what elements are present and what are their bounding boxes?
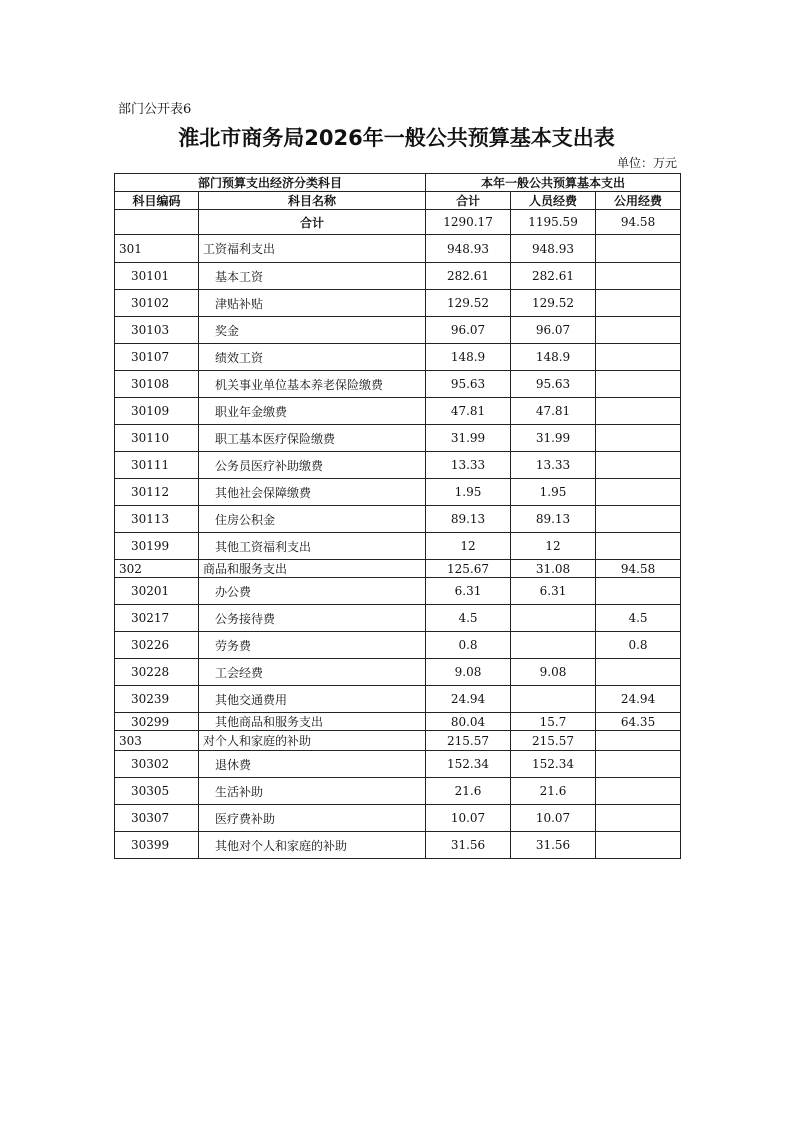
row-public: [596, 731, 681, 751]
row-public: 94.58: [596, 560, 681, 578]
table-row: [115, 371, 681, 398]
row-public: [596, 425, 681, 452]
row-total: 47.81: [426, 398, 511, 425]
row-personnel: 12: [511, 533, 596, 560]
row-name: 住房公积金: [199, 506, 426, 533]
row-total: 31.99: [426, 425, 511, 452]
row-name: 职业年金缴费: [199, 398, 426, 425]
col-header-code: 科目编码: [115, 192, 199, 210]
table-row: [115, 452, 681, 479]
row-name: 其他工资福利支出: [199, 533, 426, 560]
row-personnel: 948.93: [511, 235, 596, 263]
row-total: 0.8: [426, 632, 511, 659]
row-personnel: 21.6: [511, 778, 596, 805]
row-name: 基本工资: [199, 263, 426, 290]
row-name: 生活补助: [199, 778, 426, 805]
row-code: 303: [115, 731, 199, 751]
row-total: 125.67: [426, 560, 511, 578]
table-row: [115, 686, 681, 713]
row-public: 64.35: [596, 713, 681, 731]
row-name: 公务接待费: [199, 605, 426, 632]
row-code: 30226: [115, 632, 199, 659]
row-total: 89.13: [426, 506, 511, 533]
row-name: 职工基本医疗保险缴费: [199, 425, 426, 452]
row-name: 绩效工资: [199, 344, 426, 371]
row-total: 129.52: [426, 290, 511, 317]
row-name: 其他对个人和家庭的补助: [199, 832, 426, 859]
row-total: 4.5: [426, 605, 511, 632]
row-public: [596, 290, 681, 317]
row-total: 31.56: [426, 832, 511, 859]
row-total: 10.07: [426, 805, 511, 832]
row-code: 30103: [115, 317, 199, 344]
row-personnel: 15.7: [511, 713, 596, 731]
table-row: [115, 235, 681, 263]
row-total: 96.07: [426, 317, 511, 344]
row-personnel: 31.99: [511, 425, 596, 452]
row-name: 其他交通费用: [199, 686, 426, 713]
table-row: [115, 578, 681, 605]
row-total: 12: [426, 533, 511, 560]
col-header-name: 科目名称: [199, 192, 426, 210]
row-total: 948.93: [426, 235, 511, 263]
table-row: [115, 832, 681, 859]
row-code: 30112: [115, 479, 199, 506]
row-public: [596, 533, 681, 560]
row-total: 1.95: [426, 479, 511, 506]
row-public: 4.5: [596, 605, 681, 632]
row-public: 24.94: [596, 686, 681, 713]
row-name: 办公费: [199, 578, 426, 605]
row-total: 6.31: [426, 578, 511, 605]
row-name: 工会经费: [199, 659, 426, 686]
row-public: [596, 344, 681, 371]
table-row: [115, 778, 681, 805]
row-code: 30111: [115, 452, 199, 479]
row-name: 其他社会保障缴费: [199, 479, 426, 506]
table-row: [115, 713, 681, 731]
row-total: 282.61: [426, 263, 511, 290]
row-code: 302: [115, 560, 199, 578]
table-row: [115, 659, 681, 686]
row-personnel: 6.31: [511, 578, 596, 605]
row-code: 30299: [115, 713, 199, 731]
total-public: 94.58: [596, 210, 681, 235]
table-row: [115, 731, 681, 751]
row-total: 152.34: [426, 751, 511, 778]
row-public: [596, 578, 681, 605]
table-row: [115, 290, 681, 317]
row-code: 30199: [115, 533, 199, 560]
form-number: 部门公开表6: [118, 102, 192, 117]
row-name: 商品和服务支出: [199, 560, 426, 578]
row-personnel: 47.81: [511, 398, 596, 425]
table-row: [115, 605, 681, 632]
row-code: 30239: [115, 686, 199, 713]
col-header-total: 合计: [426, 192, 511, 210]
total-code-cell: [115, 210, 199, 235]
row-personnel: 282.61: [511, 263, 596, 290]
row-code: 30302: [115, 751, 199, 778]
row-personnel: 148.9: [511, 344, 596, 371]
table-row: [115, 506, 681, 533]
row-public: 0.8: [596, 632, 681, 659]
row-name: 公务员医疗补助缴费: [199, 452, 426, 479]
row-personnel: 96.07: [511, 317, 596, 344]
table-row: [115, 425, 681, 452]
row-code: 30107: [115, 344, 199, 371]
table-row: [115, 560, 681, 578]
row-personnel: 31.08: [511, 560, 596, 578]
row-personnel: 215.57: [511, 731, 596, 751]
col-header-personnel: 人员经费: [511, 192, 596, 210]
table-row: [115, 805, 681, 832]
row-personnel: 31.56: [511, 832, 596, 859]
row-name: 其他商品和服务支出: [199, 713, 426, 731]
row-code: 30307: [115, 805, 199, 832]
table-row: [115, 344, 681, 371]
table-row: [115, 533, 681, 560]
row-code: 30101: [115, 263, 199, 290]
row-personnel: 10.07: [511, 805, 596, 832]
table-row: [115, 751, 681, 778]
row-code: 30228: [115, 659, 199, 686]
column-header-row: [115, 192, 681, 210]
row-total: 215.57: [426, 731, 511, 751]
row-name: 退休费: [199, 751, 426, 778]
row-public: [596, 751, 681, 778]
row-code: 30201: [115, 578, 199, 605]
col-header-public: 公用经费: [596, 192, 681, 210]
row-code: 30305: [115, 778, 199, 805]
row-public: [596, 832, 681, 859]
row-public: [596, 778, 681, 805]
row-public: [596, 659, 681, 686]
row-name: 医疗费补助: [199, 805, 426, 832]
unit-label: 单位：万元: [616, 156, 677, 170]
row-name: 劳务费: [199, 632, 426, 659]
total-row: [115, 210, 681, 235]
row-total: 21.6: [426, 778, 511, 805]
total-total: 1290.17: [426, 210, 511, 235]
table-row: [115, 263, 681, 290]
row-public: [596, 263, 681, 290]
row-code: 30108: [115, 371, 199, 398]
row-personnel: 152.34: [511, 751, 596, 778]
row-total: 9.08: [426, 659, 511, 686]
row-public: [596, 371, 681, 398]
row-public: [596, 398, 681, 425]
row-public: [596, 317, 681, 344]
row-code: 30217: [115, 605, 199, 632]
total-label: 合计: [199, 210, 426, 235]
table-body: [115, 210, 681, 859]
row-code: 30102: [115, 290, 199, 317]
row-personnel: [511, 686, 596, 713]
row-personnel: 9.08: [511, 659, 596, 686]
group-header-classification: 部门预算支出经济分类科目: [115, 174, 426, 192]
row-total: 13.33: [426, 452, 511, 479]
table-row: [115, 398, 681, 425]
row-name: 津贴补贴: [199, 290, 426, 317]
group-header-budget: 本年一般公共预算基本支出: [426, 174, 681, 192]
table-row: [115, 632, 681, 659]
row-public: [596, 479, 681, 506]
row-public: [596, 506, 681, 533]
row-code: 30109: [115, 398, 199, 425]
row-personnel: [511, 605, 596, 632]
row-code: 301: [115, 235, 199, 263]
row-personnel: 1.95: [511, 479, 596, 506]
row-personnel: [511, 632, 596, 659]
group-header-row: [115, 174, 681, 192]
row-total: 148.9: [426, 344, 511, 371]
row-total: 80.04: [426, 713, 511, 731]
table-row: [115, 317, 681, 344]
row-personnel: 13.33: [511, 452, 596, 479]
row-personnel: 129.52: [511, 290, 596, 317]
row-total: 95.63: [426, 371, 511, 398]
row-personnel: 89.13: [511, 506, 596, 533]
page-title: 淮北市商务局2026年一般公共预算基本支出表: [178, 126, 615, 150]
row-name: 机关事业单位基本养老保险缴费: [199, 371, 426, 398]
total-personnel: 1195.59: [511, 210, 596, 235]
row-code: 30399: [115, 832, 199, 859]
budget-table: [114, 173, 681, 859]
row-personnel: 95.63: [511, 371, 596, 398]
row-name: 工资福利支出: [199, 235, 426, 263]
row-code: 30113: [115, 506, 199, 533]
table-row: [115, 479, 681, 506]
row-public: [596, 235, 681, 263]
row-name: 奖金: [199, 317, 426, 344]
row-name: 对个人和家庭的补助: [199, 731, 426, 751]
row-code: 30110: [115, 425, 199, 452]
row-total: 24.94: [426, 686, 511, 713]
row-public: [596, 805, 681, 832]
row-public: [596, 452, 681, 479]
